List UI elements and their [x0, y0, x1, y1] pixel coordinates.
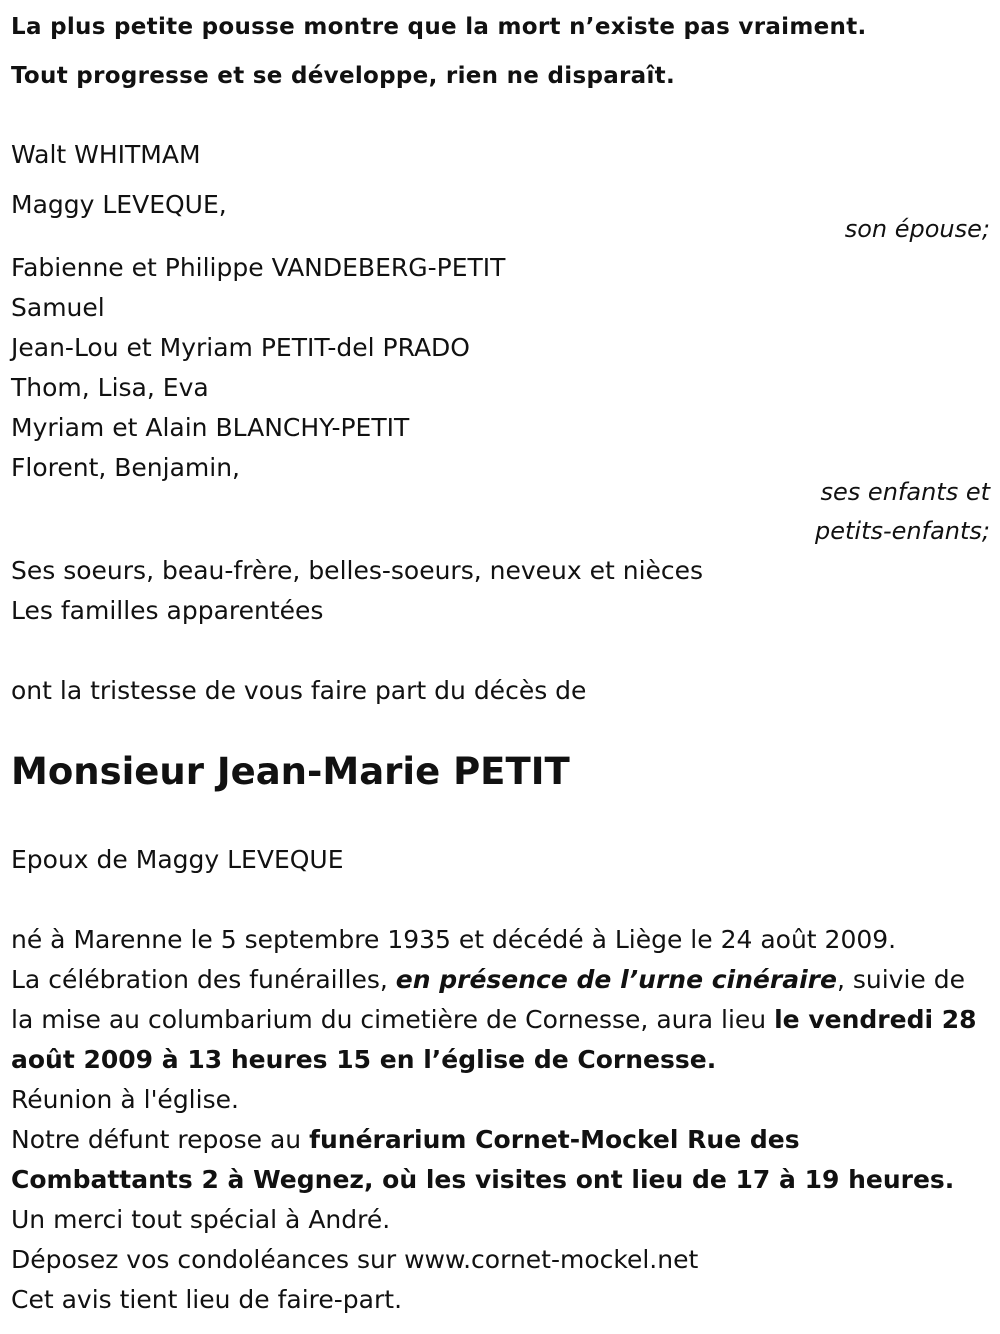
quote-line-1: La plus petite pousse montre que la mort n’existe pas vraiment. — [11, 14, 867, 40]
deceased-name: Monsieur Jean-Marie PETIT — [11, 750, 570, 793]
children-line-1: Fabienne et Philippe VANDEBERG-PETIT — [11, 253, 506, 282]
children-line-3: Jean-Lou et Myriam PETIT-del PRADO — [11, 333, 470, 362]
quote-line-2: Tout progresse et se développe, rien ne disparaît. — [11, 63, 676, 89]
children-line-2: Samuel — [11, 293, 105, 322]
children-line-5: Myriam et Alain BLANCHY-PETIT — [11, 413, 410, 442]
family-line-2: Les familles apparentées — [11, 596, 324, 625]
spouse-role: son épouse; — [844, 215, 990, 243]
birth-death: né à Marenne le 5 septembre 1935 et décédé à Liège le 24 août 2009. — [11, 925, 897, 954]
children-line-6: Florent, Benjamin, — [11, 453, 241, 482]
meeting: Réunion à l'église. — [11, 1085, 239, 1114]
thanks: Un merci tout spécial à André. — [11, 1205, 391, 1234]
children-line-4: Thom, Lisa, Eva — [11, 373, 209, 402]
family-line-1: Ses soeurs, beau-frère, belles-soeurs, neveux et nièces — [11, 556, 704, 585]
notice: Cet avis tient lieu de faire-part. — [11, 1285, 403, 1314]
condolences: Déposez vos condoléances sur www.cornet-mockel.net — [11, 1245, 699, 1274]
spouse-of: Epoux de Maggy LEVEQUE — [11, 845, 344, 874]
resting-place: Notre défunt repose au funérarium Cornet-Mockel Rue des Combattants 2 à Wegnez, où les visites ont lieu de 17 à 19 heures. — [11, 1125, 955, 1194]
spouse-name: Maggy LEVEQUE, — [11, 190, 227, 219]
announcement: ont la tristesse de vous faire part du décès de — [11, 676, 587, 705]
details-block — [11, 920, 986, 1320]
children-role-2: petits-enfants; — [815, 517, 990, 545]
ceremony: La célébration des funérailles, en présence de l’urne cinéraire, suivie de la mise au columbarium du cimetière de Cornesse, aura lieu le vendredi 28 août 2009 à 13 heures 15 en l’église de Cornesse. — [11, 965, 977, 1074]
children-role-1: ses enfants et — [820, 478, 990, 506]
quote-author: Walt WHITMAM — [11, 140, 201, 169]
